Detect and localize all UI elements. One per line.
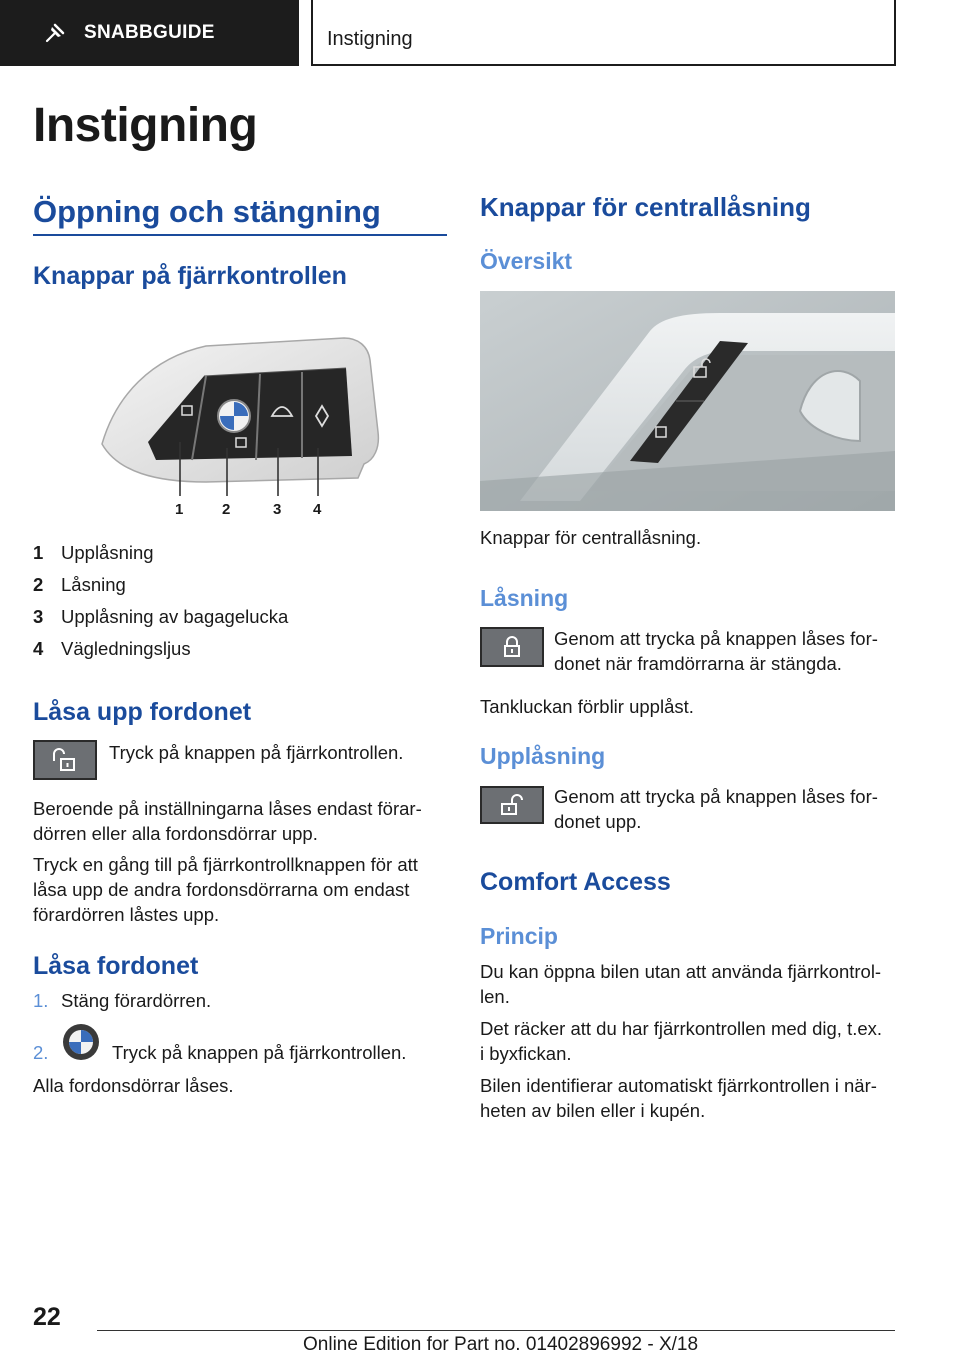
- photo-caption: Knappar för centrallåsning.: [480, 527, 702, 548]
- lock-step: 2.: [33, 1042, 49, 1063]
- footer-rule: [97, 1330, 895, 1331]
- unlock-paragraph-line: dörren eller alla fordonsdörrar upp.: [33, 823, 318, 844]
- key-label-3: 3: [273, 501, 282, 518]
- key-label-4: 4: [313, 501, 322, 518]
- lock-icon-box: [480, 627, 544, 667]
- section-tab-label: SNABBGUIDE: [84, 22, 215, 43]
- unlock-instruction: Tryck på knappen på fjärrkontrollen.: [109, 742, 404, 763]
- heading-rule: [33, 234, 447, 236]
- heading-comfort-access: Comfort Access: [480, 868, 671, 896]
- heading-unlock-vehicle: Låsa upp fordonet: [33, 698, 252, 726]
- unlock-icon: [50, 747, 80, 773]
- heading-remote-buttons: Knappar på fjärrkontrollen: [33, 262, 347, 290]
- unlock-paragraph-line: låsa upp de andra fordonsdörrarna om endast: [33, 879, 410, 900]
- chapter-header: [311, 0, 896, 66]
- key-label-1: 1: [175, 501, 184, 518]
- key-legend-item: 1 Upplåsning: [33, 542, 154, 563]
- pin-icon: [44, 22, 66, 44]
- unlocking-text-line: Genom att trycka på knappen låses for‐: [554, 786, 878, 807]
- page-number: 22: [33, 1303, 61, 1331]
- heading-lock-vehicle: Låsa fordonet: [33, 952, 199, 980]
- key-legend-item: 4 Vägledningsljus: [33, 638, 191, 659]
- lock-step-text: Tryck på knappen på fjärrkontrollen.: [112, 1042, 407, 1063]
- lock-step: 1. Stäng förardörren.: [33, 990, 212, 1011]
- unlock-paragraph-line: Beroende på inställningarna låses endast förar‐: [33, 798, 422, 819]
- principle-line: Bilen identifierar automatiskt fjärrkontrollen i när‐: [480, 1075, 877, 1096]
- section-tab[interactable]: [0, 0, 299, 66]
- unlock-paragraph-line: förardörren låstes upp.: [33, 904, 220, 925]
- unlock-icon-box: [33, 740, 97, 780]
- heading-unlocking: Upplåsning: [480, 743, 606, 769]
- principle-line: Det räcker att du har fjärrkontrollen med dig, t.ex.: [480, 1018, 883, 1039]
- principle-line: len.: [480, 986, 510, 1007]
- unlock-paragraph-line: Tryck en gång till på fjärrkontrollknappen för att: [33, 854, 418, 875]
- principle-line: i byxfickan.: [480, 1043, 572, 1064]
- bmw-logo-icon: [62, 1023, 100, 1061]
- door-handle-photo: [480, 291, 895, 511]
- heading-central-locking: Knappar för centrallåsning: [480, 192, 811, 222]
- unlock-button-icon-box: [480, 786, 544, 824]
- unlocking-text-line: donet upp.: [554, 811, 642, 832]
- unlock-icon: [497, 793, 527, 817]
- key-legend-item: 3 Upplåsning av bagagelucka: [33, 606, 289, 627]
- heading-opening-closing: Öppning och stängning: [33, 194, 381, 229]
- heading-locking: Låsning: [480, 585, 569, 611]
- heading-principle: Princip: [480, 923, 558, 949]
- footer-edition: Online Edition for Part no. 01402896992 - X/18: [303, 1334, 699, 1355]
- locking-text-line: donet när framdörrarna är stängda.: [554, 653, 842, 674]
- locking-text-line: Genom att trycka på knappen låses for‐: [554, 628, 878, 649]
- principle-line: heten av bilen eller i kupén.: [480, 1100, 706, 1121]
- principle-line: Du kan öppna bilen utan att använda fjärrkontrol‐: [480, 961, 882, 982]
- page-title: Instigning: [33, 99, 258, 152]
- locking-note: Tankluckan förblir upplåst.: [480, 696, 694, 717]
- lock-result: Alla fordonsdörrar låses.: [33, 1075, 234, 1096]
- key-fob-illustration: [96, 336, 386, 518]
- key-label-2: 2: [222, 501, 231, 518]
- heading-overview: Översikt: [480, 248, 573, 274]
- lock-icon: [500, 635, 524, 659]
- key-legend-item: 2 Låsning: [33, 574, 126, 595]
- chapter-label: Instigning: [327, 28, 413, 50]
